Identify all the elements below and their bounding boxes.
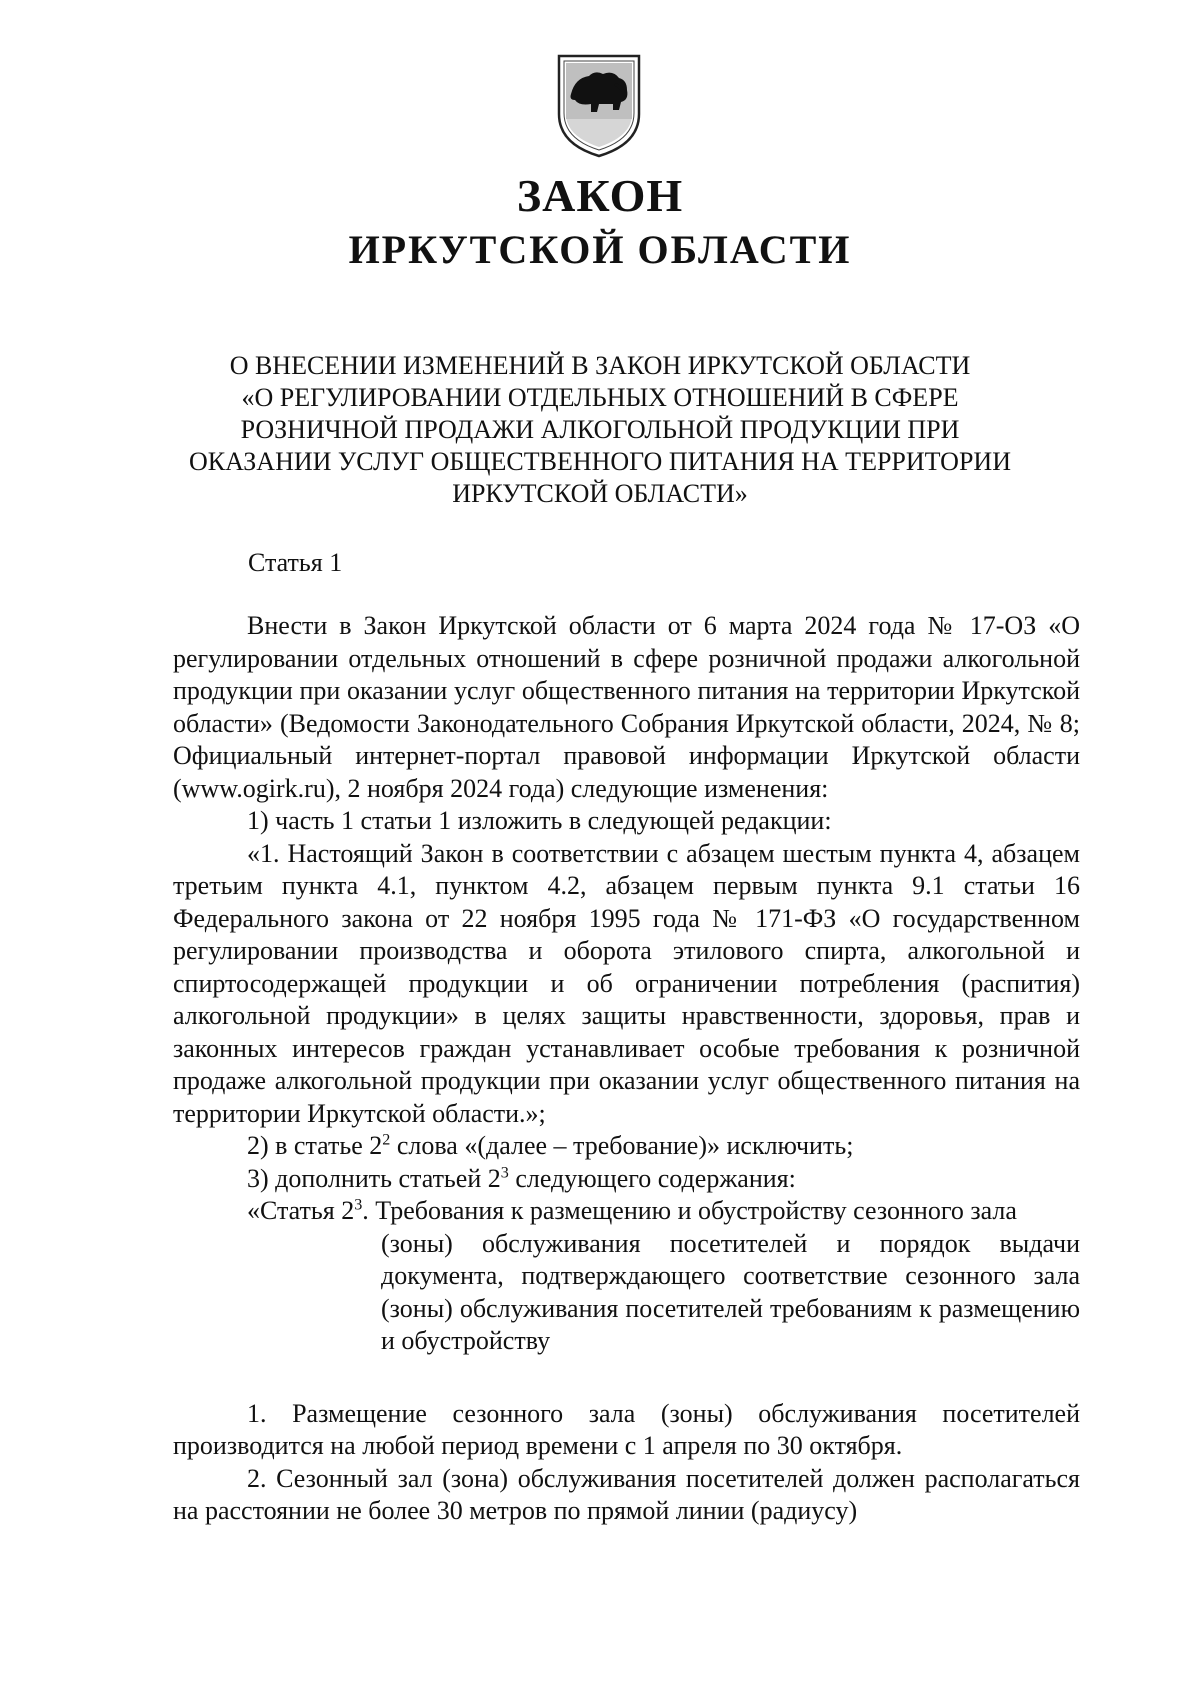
- article-2-3-title: (зоны) обслуживания посетителей и порядок выдачи документа, подтверждающего соответствие сезонного зала (зоны) обслуживания посетителей требованиям к размещению и обустройству: [381, 1228, 1080, 1355]
- subject-line: ИРКУТСКОЙ ОБЛАСТИ»: [452, 479, 748, 508]
- item-2-sup: 2: [382, 1131, 391, 1149]
- item-2: [173, 1130, 1080, 1163]
- point-1: 1. Размещение сезонного зала (зоны) обслуживания посетителей производится на любой период времени с 1 апреля по 30 октября.: [173, 1398, 1080, 1460]
- article-2-3-label: [173, 1195, 1080, 1228]
- item-3-after: следующего содержания:: [508, 1163, 796, 1193]
- article-heading: Статья 1: [248, 548, 343, 577]
- item-1-text: «1. Настоящий Закон в соответствии с абзацем шестым пункта 4, абзацем третьим пункта 4.1, пунктом 4.2, абзацем первым пункта 9.1 статьи 16 Федерального закона от 22 ноября 1995 года № 171-ФЗ «О государственном регулировании производства и оборота этилового спирта, алкогольной и спиртосодержащей продукции и об ограничении потребления (распития) алкогольной продукции» в целях защиты нравственности, здоровья, прав и законных интересов граждан устанавливает особые требования к розничной продаже алкогольной продукции при оказании услуг общественного питания на территории Иркутской области.»;: [173, 838, 1080, 1128]
- item-3-before: 3) дополнить статьей 2: [247, 1163, 501, 1193]
- article-2-3-label-start: «Статья 2: [247, 1196, 355, 1225]
- article-body: [173, 610, 1080, 1528]
- article-2-3-sup: 3: [354, 1196, 363, 1214]
- item-3: [173, 1163, 1080, 1196]
- doc-subtitle: ИРКУТСКОЙ ОБЛАСТИ: [348, 227, 852, 272]
- subject-line: ОКАЗАНИИ УСЛУГ ОБЩЕСТВЕННОГО ПИТАНИЯ НА ТЕРРИТОРИИ: [189, 447, 1011, 476]
- subject-line: О ВНЕСЕНИИ ИЗМЕНЕНИЙ В ЗАКОН ИРКУТСКОЙ ОБЛАСТИ: [229, 351, 971, 380]
- article-2-3-heading: [173, 1195, 1080, 1358]
- doc-title: ЗАКОН: [516, 170, 684, 221]
- item-1: 1) часть 1 статьи 1 изложить в следующей редакции:: [247, 806, 832, 835]
- spacer: [173, 1358, 1080, 1398]
- subject-line: РОЗНИЧНОЙ ПРОДАЖИ АЛКОГОЛЬНОЙ ПРОДУКЦИИ ПРИ: [240, 415, 960, 444]
- item-3-sup: 3: [500, 1163, 509, 1181]
- subject-line: «О РЕГУЛИРОВАНИИ ОТДЕЛЬНЫХ ОТНОШЕНИЙ В СФЕРЕ: [241, 383, 959, 412]
- article-2-3-label-end: . Требования к размещению и обустройству сезонного зала: [362, 1196, 1017, 1225]
- intro-paragraph: Внести в Закон Иркутской области от 6 марта 2024 года № 17-ОЗ «О регулировании отдельных отношений в сфере розничной продажи алкогольной продукции при оказании услуг общественного питания на территории Иркутской области» (Ведомости Законодательного Собрания Иркутской области, 2024, № 8; Официальный интернет-портал правовой информации Иркутской области (www.ogirk.ru), 2 ноября 2024 года) следующие изменения:: [173, 611, 1080, 803]
- law-subject-heading: [150, 350, 1050, 510]
- item-2-after: слова «(далее – требование)» исключить;: [390, 1131, 854, 1160]
- coat-of-arms-icon: [553, 48, 645, 160]
- item-2-before: 2) в статье 2: [247, 1131, 383, 1160]
- point-2: 2. Сезонный зал (зона) обслуживания посетителей должен располагаться на расстоянии не более 30 метров по прямой линии (радиусу): [173, 1463, 1080, 1525]
